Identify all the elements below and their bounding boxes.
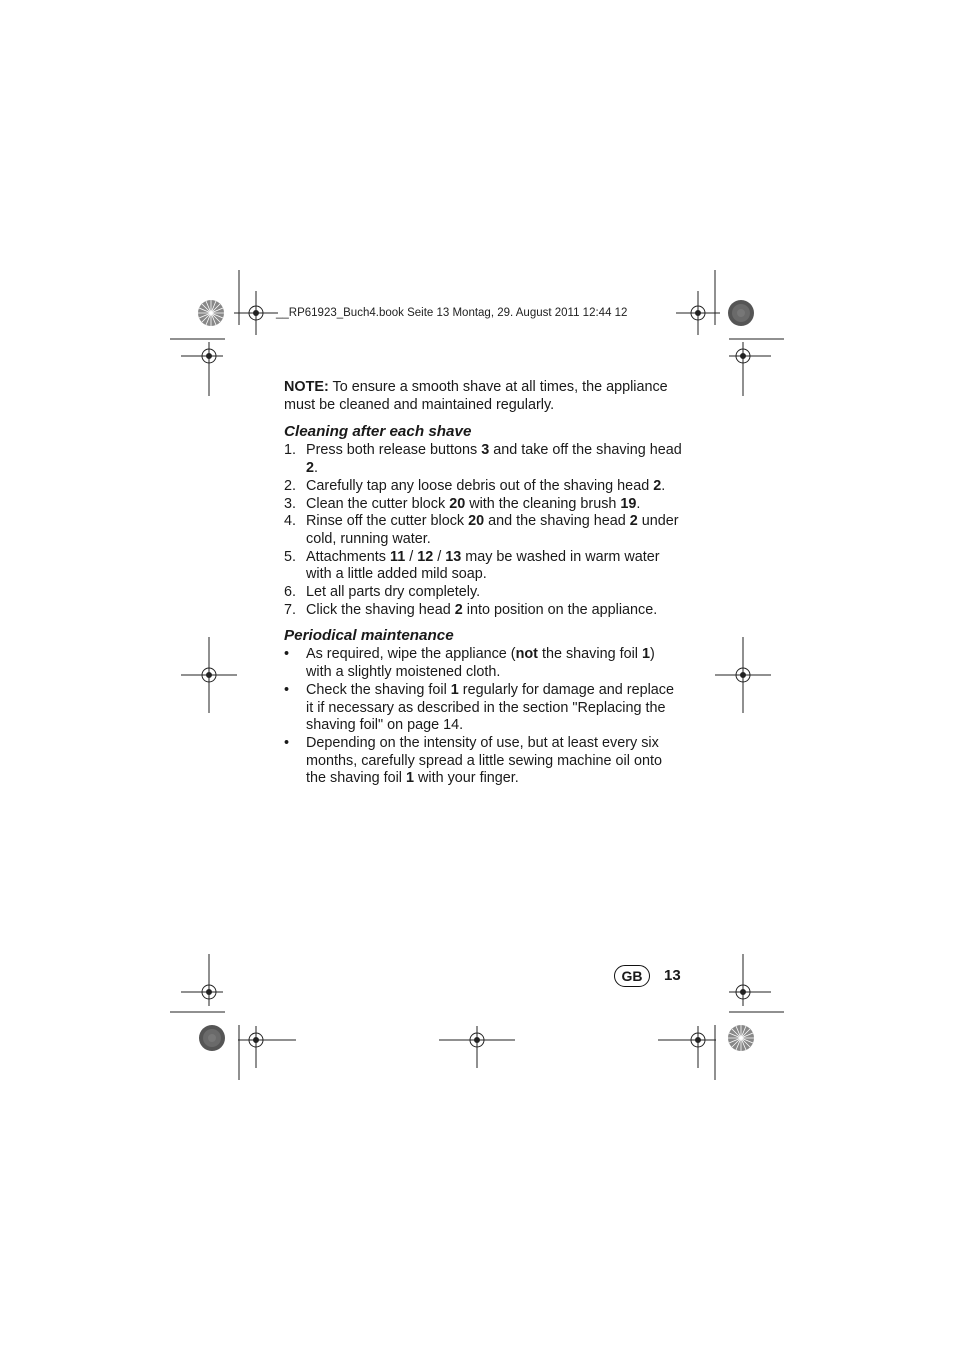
- part-number: 2: [454, 601, 463, 618]
- list-item: [284, 646, 684, 681]
- bullet-icon: •: [284, 646, 290, 663]
- step-text: .: [636, 495, 641, 512]
- maintenance-list: [284, 646, 684, 788]
- step-text: Press both release buttons: [306, 442, 482, 459]
- part-number: 3: [481, 442, 490, 459]
- note-label: NOTE:: [284, 379, 329, 395]
- item-text: Depending on the intensity of use, but at least every six months, carefully spread a little sewing machine oil onto the shaving foil: [306, 734, 662, 787]
- emphasis: not: [515, 646, 538, 663]
- note-paragraph: [284, 379, 684, 414]
- page-number: 13: [664, 967, 681, 984]
- bullet-icon: •: [284, 681, 290, 698]
- section-title-cleaning: Cleaning after each shave: [284, 423, 472, 441]
- list-item: [284, 496, 684, 514]
- section-title-maintenance: Periodical maintenance: [284, 627, 454, 645]
- part-number: 1: [406, 770, 415, 787]
- part-number: 20: [449, 495, 466, 512]
- list-item: [284, 549, 684, 584]
- item-text: As required, wipe the appliance (: [306, 646, 516, 663]
- item-text: with your finger.: [414, 770, 519, 787]
- part-number: 13: [445, 548, 462, 565]
- list-item: [284, 513, 684, 548]
- step-number: 1.: [284, 442, 297, 459]
- part-number: 11: [389, 548, 406, 565]
- step-text: under cold, running water.: [306, 513, 679, 547]
- part-number: 12: [417, 548, 434, 565]
- step-number: 6.: [284, 584, 297, 601]
- step-text: into position on the appliance.: [462, 601, 658, 618]
- list-item: [284, 442, 684, 477]
- item-text: the shaving foil: [537, 646, 642, 663]
- step-text: Attachments: [306, 548, 390, 565]
- step-text: and take off the shaving head: [489, 442, 682, 459]
- list-item: [284, 602, 684, 620]
- step-text: .: [314, 460, 319, 477]
- step-text: Clean the cutter block: [306, 495, 450, 512]
- cleaning-steps-list: [284, 442, 684, 619]
- note-text: To ensure a smooth shave at all times, the appliance must be cleaned and maintained regularly.: [284, 379, 668, 413]
- part-number: 19: [620, 495, 637, 512]
- part-number: 1: [641, 646, 650, 663]
- item-text: ) with a slightly moistened cloth.: [306, 646, 655, 681]
- part-number: 1: [450, 681, 459, 698]
- list-item: [284, 682, 684, 735]
- language-badge: GB: [614, 965, 650, 987]
- list-item: [284, 478, 684, 496]
- bullet-icon: •: [284, 734, 290, 751]
- part-number: 2: [653, 477, 662, 494]
- step-text: Click the shaving head: [306, 601, 455, 618]
- step-text: /: [433, 548, 446, 565]
- step-text: Let all parts dry completely.: [306, 584, 481, 601]
- item-text: regularly for damage and replace it if necessary as described in the section "Replacing the shaving foil" on page 14.: [306, 681, 674, 734]
- step-text: /: [405, 548, 418, 565]
- step-number: 7.: [284, 601, 297, 618]
- list-item: [284, 584, 684, 602]
- item-text: Check the shaving foil: [306, 681, 451, 698]
- step-text: with the cleaning brush: [465, 495, 621, 512]
- step-text: may be washed in warm water with a little added mild soap.: [306, 548, 660, 583]
- step-number: 2.: [284, 477, 297, 494]
- step-number: 3.: [284, 495, 297, 512]
- step-number: 5.: [284, 548, 297, 565]
- part-number: 20: [468, 513, 485, 530]
- print-slug: __RP61923_Buch4.book Seite 13 Montag, 29. August 2011 12:44 12: [276, 307, 628, 319]
- step-number: 4.: [284, 513, 297, 530]
- step-text: Carefully tap any loose debris out of the shaving head: [306, 477, 654, 494]
- part-number: 2: [306, 460, 315, 477]
- list-item: [284, 735, 684, 788]
- step-text: and the shaving head: [484, 513, 630, 530]
- page-content: [284, 379, 684, 788]
- step-text: Rinse off the cutter block: [306, 513, 469, 530]
- step-text: .: [661, 477, 666, 494]
- part-number: 2: [629, 513, 638, 530]
